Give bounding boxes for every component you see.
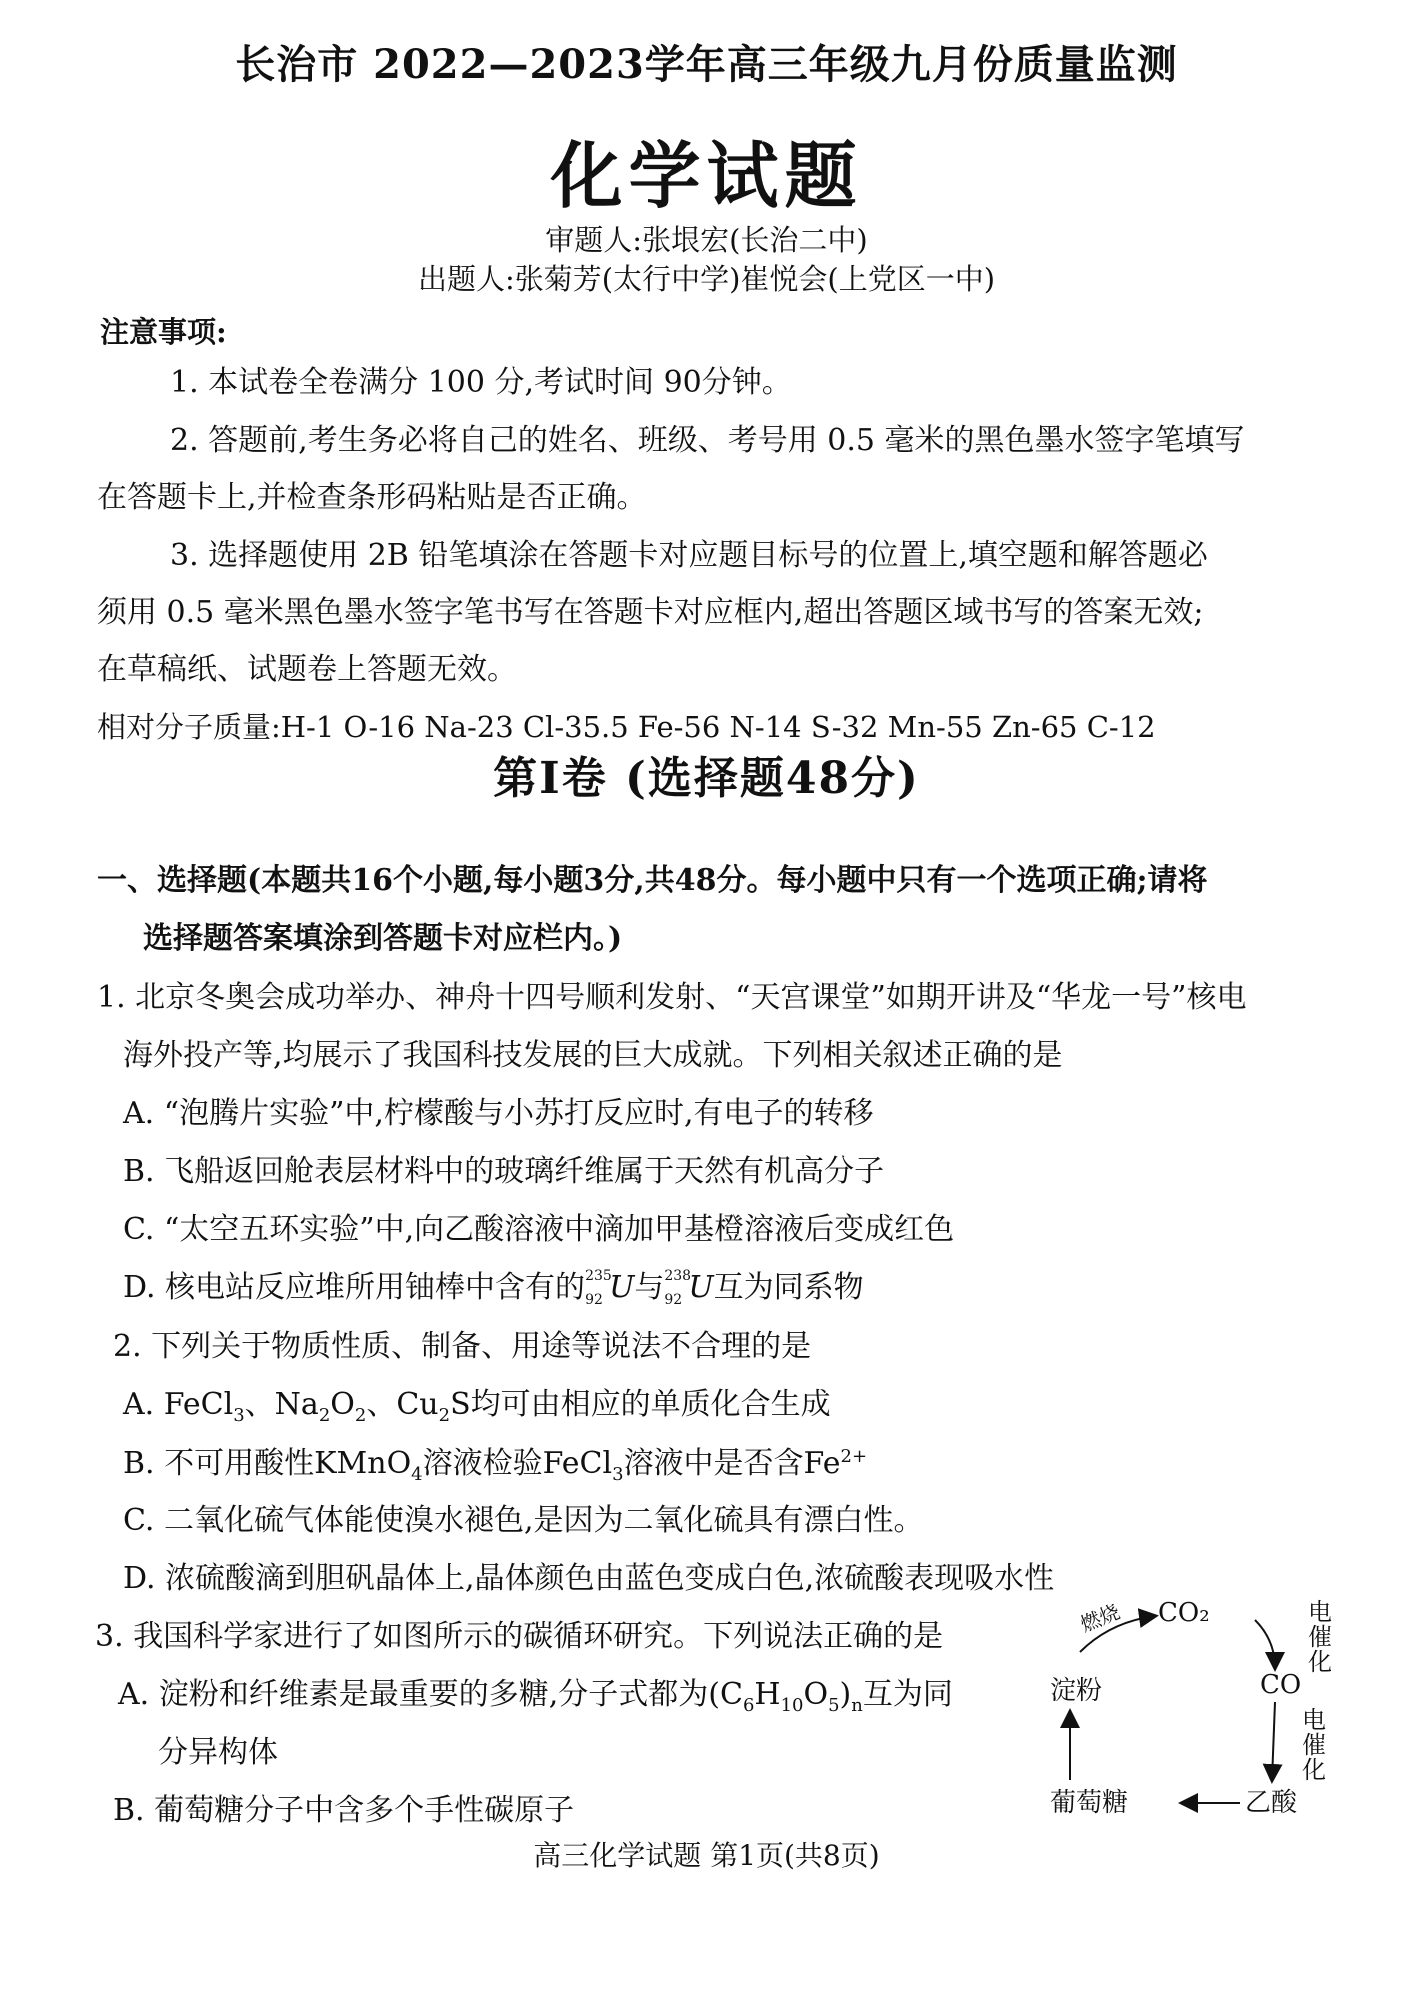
q2-a-text-5: S均可由相应的单质化合生成 [450, 1387, 831, 1422]
diagram-label-starch: 淀粉 [1050, 1676, 1103, 1706]
q2-b-sub-2: 3 [612, 1464, 624, 1485]
molar-masses-line: 相对分子质量:H-1 O-16 Na-23 Cl-35.5 Fe-56 N-14 S-32 Mn-55 Zn-65 C-12 [97, 710, 1156, 744]
section-title: 第Ⅰ卷 (选择题48分) [493, 753, 920, 804]
diagram-label-combustion: 燃烧 [1076, 1599, 1124, 1637]
q1-option-d [123, 1268, 864, 1308]
q1-stem-line-1: 1. 北京冬奥会成功举办、神舟十四号顺利发射、“天宫课堂”如期开讲及“华龙一号”核电 [97, 980, 1247, 1015]
note-line-6: 在草稿纸、试题卷上答题无效。 [97, 652, 517, 687]
diagram-label-co: CO [1260, 1670, 1302, 1700]
q1-option-d-mid: 与 [634, 1270, 665, 1305]
q3-a-text-3: O [803, 1677, 829, 1712]
q2-option-a [123, 1387, 831, 1426]
u235-atomic-number: 92 [585, 1292, 603, 1308]
q2-a-text-1: A. FeCl [123, 1387, 234, 1422]
q3-a-text-2: H [754, 1677, 781, 1712]
q3-a-text-4: ) [839, 1677, 852, 1712]
exam-header: 长治市 2022—2023学年高三年级九月份质量监测 [235, 41, 1178, 88]
q1-option-c: C. “太空五环实验”中,向乙酸溶液中滴加甲基橙溶液后变成红色 [123, 1212, 955, 1247]
section-instruction-line-1: 一、选择题(本题共16个小题,每小题3分,共48分。每小题中只有一个选项正确;请将 [97, 863, 1208, 898]
diagram-label-acetic-acid: 乙酸 [1245, 1788, 1298, 1818]
q3-option-b: B. 葡萄糖分子中含多个手性碳原子 [113, 1793, 575, 1828]
q1-option-a: A. “泡腾片实验”中,柠檬酸与小苏打反应时,有电子的转移 [123, 1096, 874, 1131]
q2-b-sub-1: 4 [411, 1464, 423, 1485]
subject-title: 化学试题 [550, 133, 863, 218]
u238-symbol: U [688, 1270, 714, 1305]
arrow-co2-to-co [1255, 1620, 1275, 1668]
diagram-label-electrocatalysis-1: 电催化 [1308, 1598, 1332, 1677]
q2-option-d: D. 浓硫酸滴到胆矾晶体上,晶体颜色由蓝色变成白色,浓硫酸表现吸水性 [123, 1561, 1055, 1596]
q2-a-sub-2: 2 [318, 1405, 331, 1426]
diagram-label-co2: CO₂ [1158, 1598, 1210, 1628]
q3-a-text-5: 互为同 [862, 1677, 953, 1712]
q3-stem: 3. 我国科学家进行了如图所示的碳循环研究。下列说法正确的是 [95, 1619, 944, 1654]
diagram-label-electrocatalysis-2: 电催化 [1302, 1706, 1326, 1785]
q1-option-d-prefix: D. 核电站反应堆所用铀棒中含有的 [123, 1270, 586, 1305]
u238-atomic-number: 92 [664, 1292, 683, 1308]
q2-option-b [123, 1448, 867, 1484]
q3-option-a [118, 1677, 953, 1716]
note-line-2: 2. 答题前,考生务必将自己的姓名、班级、考号用 0.5 毫米的黑色墨水签字笔填写 [170, 423, 1245, 458]
notes-heading: 注意事项: [100, 315, 227, 349]
note-line-1: 1. 本试卷全卷满分 100 分,考试时间 90分钟。 [170, 365, 792, 400]
u235-mass-number: 235 [585, 1268, 612, 1284]
q3-option-a-line-2: 分异构体 [158, 1735, 278, 1770]
q3-a-sub-1: 6 [742, 1695, 755, 1716]
authors-line: 出题人:张菊芳(太行中学)崔悦会(上党区一中) [417, 262, 996, 296]
q2-a-text-4: 、Cu [366, 1387, 439, 1422]
page-footer: 高三化学试题 第1页(共8页) [533, 1839, 880, 1872]
arrow-co-to-acetic-acid [1272, 1702, 1275, 1780]
carbon-cycle-diagram [1050, 1590, 1380, 1840]
q2-a-sub-4: 2 [438, 1405, 451, 1426]
diagram-label-glucose: 葡萄糖 [1050, 1788, 1129, 1818]
q2-b-text-1: B. 不可用酸性KMnO [123, 1446, 412, 1481]
q2-a-sub-1: 3 [233, 1405, 245, 1426]
q1-option-b: B. 飞船返回舱表层材料中的玻璃纤维属于天然有机高分子 [123, 1154, 885, 1189]
q2-option-c: C. 二氧化硫气体能使溴水褪色,是因为二氧化硫具有漂白性。 [123, 1503, 924, 1538]
reviewer-line: 审题人:张垠宏(长治二中) [545, 223, 868, 257]
q3-a-sub-3: 5 [828, 1695, 840, 1716]
q2-b-sup: 2+ [840, 1446, 868, 1467]
q3-a-text-1: A. 淀粉和纤维素是最重要的多糖,分子式都为(C [118, 1677, 743, 1712]
q3-a-sub-2: 10 [780, 1695, 804, 1716]
q2-a-text-3: O [330, 1387, 355, 1422]
u235-symbol: U [609, 1270, 635, 1305]
q2-b-text-2: 溶液检验FeCl [422, 1446, 613, 1481]
note-line-4: 3. 选择题使用 2B 铅笔填涂在答题卡对应题目标号的位置上,填空题和解答题必 [170, 538, 1208, 573]
q2-a-text-2: 、Na [244, 1387, 319, 1422]
note-line-3: 在答题卡上,并检查条形码粘贴是否正确。 [97, 480, 647, 515]
q1-stem-line-2: 海外投产等,均展示了我国科技发展的巨大成就。下列相关叙述正确的是 [123, 1038, 1063, 1073]
u238-mass-number: 238 [664, 1268, 692, 1284]
q2-b-text-3: 溶液中是否含Fe [623, 1446, 841, 1481]
q3-a-sub-4: n [851, 1695, 863, 1716]
q1-option-d-suffix: 互为同系物 [713, 1270, 864, 1305]
note-line-5: 须用 0.5 毫米黑色墨水签字笔书写在答题卡对应框内,超出答题区域书写的答案无效; [97, 595, 1204, 630]
q2-a-sub-3: 2 [354, 1405, 367, 1426]
section-instruction-line-2: 选择题答案填涂到答题卡对应栏内。) [143, 921, 623, 956]
q2-stem: 2. 下列关于物质性质、制备、用途等说法不合理的是 [113, 1329, 812, 1364]
